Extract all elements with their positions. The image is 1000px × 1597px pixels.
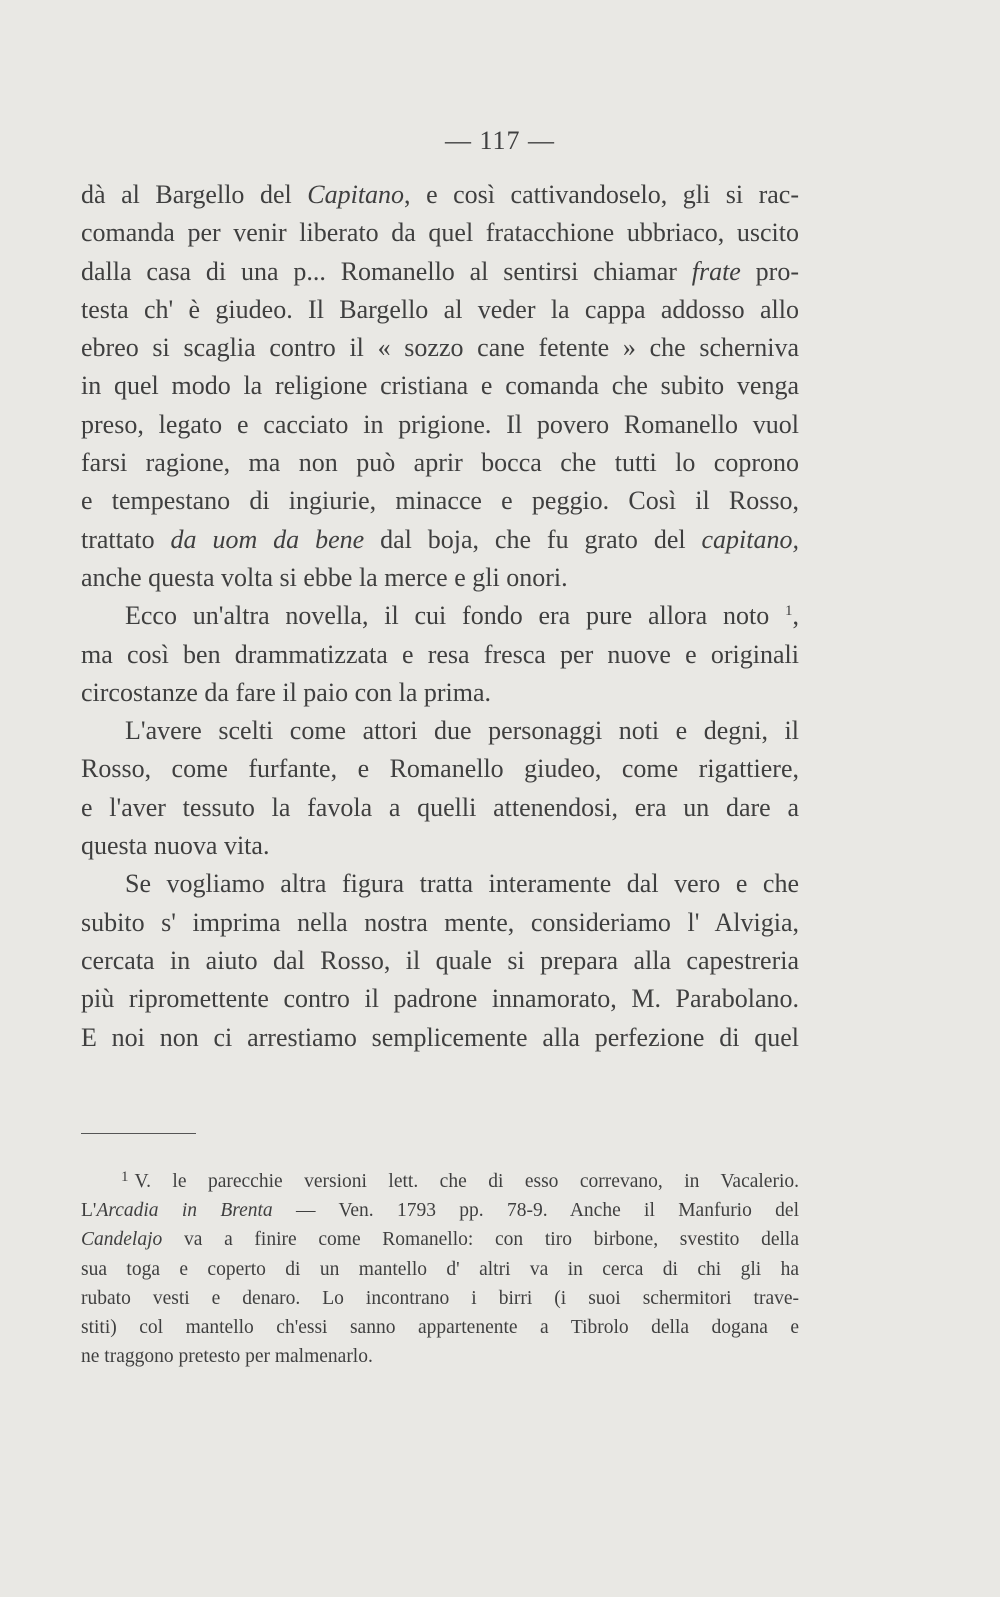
footnote-line: ne traggono pretesto per malmenarlo. [81, 1346, 373, 1368]
footnote-line: rubato vesti e denaro. Lo incontrano i birri (i suoi schermitori trave- [81, 1287, 799, 1309]
text-line: dalla casa di una p... Romanello al sentirsi chiamar frate pro- [81, 256, 799, 286]
footnote-line: Candelajo va a finire come Romanello: con tiro birbone, svestito della [81, 1229, 799, 1251]
text-line: ma così ben drammatizzata e resa fresca per nuove e originali [81, 639, 799, 669]
italic-text: da uom da bene [170, 524, 365, 554]
footnote-number: 1 [121, 1169, 129, 1185]
page-number: — 117 — [444, 126, 556, 155]
text-line: Ecco un'altra novella, il cui fondo era pure allora noto $^1$, [125, 601, 799, 631]
text-line: L'avere scelti come attori due personaggi noti e degni, il [125, 716, 799, 746]
text-line: comanda per venir liberato da quel fratacchione ubbriaco, uscito [81, 218, 799, 248]
footnote-divider [81, 1133, 196, 1134]
footnote-line: sua toga e coperto di un mantello d' altri va in cerca di chi gli ha [81, 1258, 799, 1280]
footnote-line: $^1$ V. le parecchie versioni lett. che di esso correvano, in Vacalerio. [121, 1169, 799, 1192]
text-line: questa nuova vita. [81, 831, 270, 861]
text-line: e l'aver tessuto la favola a quelli attenendosi, era un dare a [81, 792, 799, 822]
italic-text: Capitano [307, 180, 405, 209]
footnote-line: L'Arcadia in Brenta — Ven. 1793 pp. 78-9. Anche il Manfurio del [81, 1200, 799, 1222]
footnote-line: stiti) col mantello ch'essi sanno appartenente a Tibrolo della dogana e [81, 1316, 799, 1338]
text-line: ebreo si scaglia contro il « sozzo cane fetente » che scherniva [81, 333, 799, 363]
text-line: in quel modo la religione cristiana e comanda che subito venga [81, 371, 799, 401]
text-line: testa ch' è giudeo. Il Bargello al veder la cappa addosso allo [81, 294, 799, 324]
text-line: Rosso, come furfante, e Romanello giudeo, come rigattiere, [81, 754, 799, 784]
text-line: preso, legato e cacciato in prigione. Il povero Romanello vuol [81, 409, 799, 439]
italic-text: frate [691, 256, 741, 286]
text-line: dà al Bargello del Capitano, e così cattivandoselo, gli si rac- [81, 180, 800, 209]
italic-text: Arcadia in Brenta [96, 1200, 273, 1222]
text-line: trattato da uom da bene dal boja, che fu grato del capitano, [81, 524, 800, 554]
italic-text: Candelajo [81, 1229, 163, 1251]
body-text [81, 176, 799, 1057]
text-line: farsi ragione, ma non può aprir bocca che tutti lo coprono [81, 448, 799, 478]
text-line: cercata in aiuto dal Rosso, il quale si prepara alla capestreria [81, 945, 799, 975]
text-line: E noi non ci arrestiamo semplicemente alla perfezione di quel [81, 1022, 799, 1052]
text-line: e tempestano di ingiurie, minacce e peggio. Così il Rosso, [81, 486, 799, 516]
italic-text: capitano, [701, 524, 800, 554]
text-line: circostanze da fare il paio con la prima. [81, 677, 492, 707]
text-line: anche questa volta si ebbe la merce e gli onori. [81, 562, 568, 592]
text-line: più ripromettente contro il padrone innamorato, M. Parabolano. [81, 984, 799, 1014]
footnote-reference[interactable]: 1 [785, 603, 793, 620]
text-line: subito s' imprima nella nostra mente, consideriamo l' Alvigia, [81, 907, 799, 937]
footnotes [81, 1167, 799, 1371]
text-line: Se vogliamo altra figura tratta interamente dal vero e che [125, 869, 799, 899]
